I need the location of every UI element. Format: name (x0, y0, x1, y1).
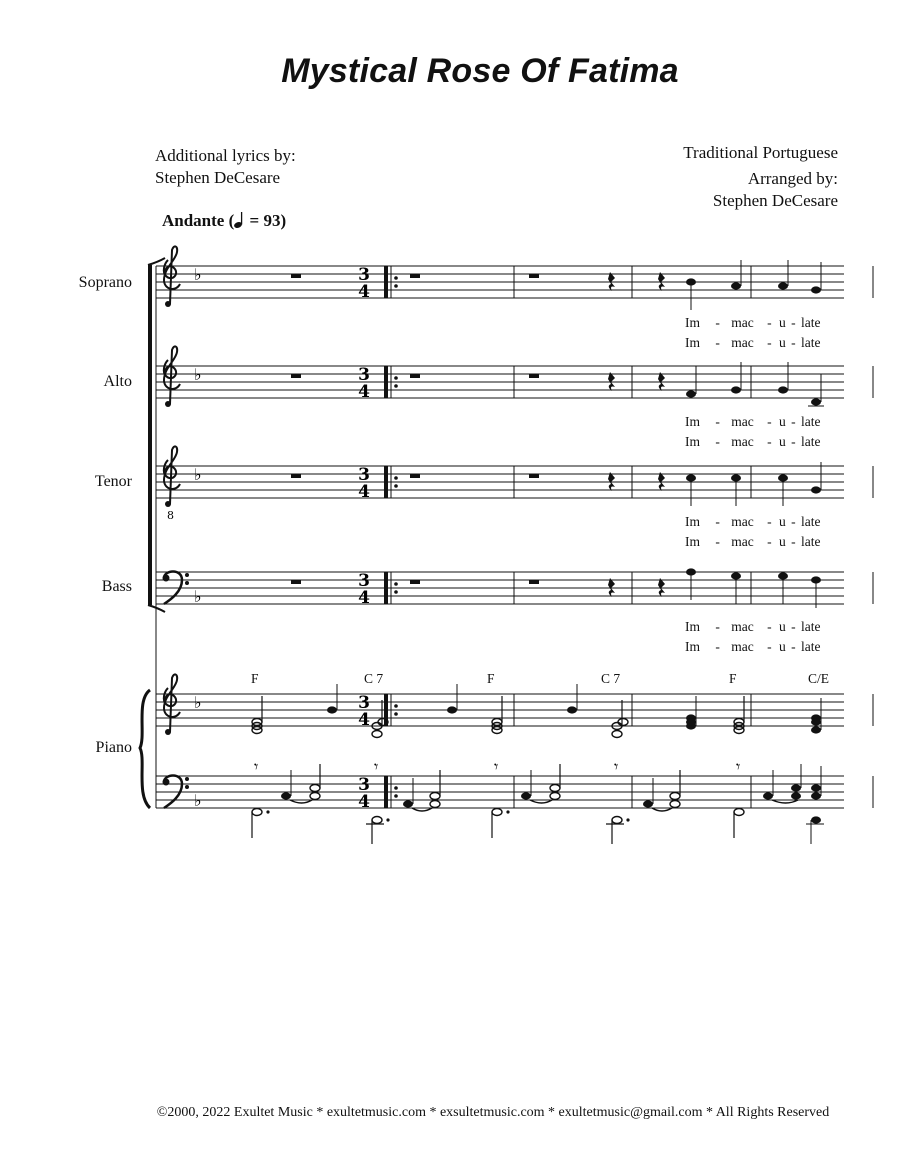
lyric-syllable: Im (685, 434, 700, 449)
piano-bass-staff (156, 757, 900, 844)
svg-text:♭: ♭ (194, 465, 202, 484)
lyric-syllable: u (779, 534, 786, 549)
lyric-hyphen: - (715, 514, 720, 529)
lyrics-tenor-v2 (685, 534, 821, 550)
chord-symbol: C 7 (364, 671, 384, 686)
lyric-hyphen: - (715, 434, 720, 449)
lyric-syllable: u (779, 434, 786, 449)
lyric-syllable: mac (731, 639, 754, 654)
lyric-hyphen: - (715, 639, 720, 654)
lyric-syllable: late (801, 619, 821, 634)
lyric-syllable: Im (685, 534, 700, 549)
svg-text:♭: ♭ (194, 265, 202, 284)
bass-staff (156, 568, 900, 608)
lyric-hyphen: - (715, 315, 720, 330)
lyric-syllable: u (779, 619, 786, 634)
arranger-name: Stephen DeCesare (712, 191, 838, 210)
lyric-hyphen: - (715, 414, 720, 429)
composer-origin: Traditional Portuguese (683, 143, 838, 162)
svg-text:𝄾: 𝄾 (614, 757, 619, 776)
lyric-syllable: Im (685, 414, 700, 429)
lyric-syllable: mac (731, 315, 754, 330)
tenor-staff (156, 446, 900, 522)
chord-symbol: C 7 (601, 671, 621, 686)
lyric-hyphen: - (791, 514, 796, 529)
lyric-syllable: u (779, 335, 786, 350)
lyric-syllable: late (801, 534, 821, 549)
lyric-syllable: u (779, 639, 786, 654)
svg-text:♭: ♭ (194, 587, 202, 606)
lyrics-alto-v2 (685, 434, 821, 450)
lyric-hyphen: - (791, 534, 796, 549)
lyric-syllable: late (801, 335, 821, 350)
soprano-staff (156, 246, 900, 310)
svg-text:𝄾: 𝄾 (736, 757, 741, 776)
lyric-syllable: mac (731, 335, 754, 350)
lyric-syllable: mac (731, 514, 754, 529)
tempo-text: Andante ( (162, 211, 235, 230)
lyricist-name: Stephen DeCesare (155, 168, 281, 187)
lyric-syllable: late (801, 514, 821, 529)
lyric-syllable: Im (685, 639, 700, 654)
lyric-syllable: Im (685, 315, 700, 330)
lyrics-soprano-v2 (685, 335, 821, 351)
svg-text:𝄾: 𝄾 (374, 757, 379, 776)
lyric-syllable: u (779, 414, 786, 429)
tenor-octave-mark: 8 (167, 509, 174, 522)
lyric-hyphen: - (767, 514, 772, 529)
lyric-syllable: Im (685, 514, 700, 529)
lyrics-bass-v2 (685, 639, 821, 655)
lyric-syllable: u (779, 315, 786, 330)
lyric-hyphen: - (767, 534, 772, 549)
staff-label-alto: Alto (103, 373, 132, 390)
staff-label-soprano: Soprano (78, 274, 132, 291)
staff-label-tenor: Tenor (94, 473, 132, 490)
lyrics-bass-v1 (685, 619, 821, 635)
lyric-syllable: Im (685, 619, 700, 634)
lyric-hyphen: - (715, 619, 720, 634)
svg-text:♭: ♭ (194, 791, 202, 810)
lyric-hyphen: - (715, 335, 720, 350)
lyrics-alto-v1 (685, 414, 821, 430)
lyric-hyphen: - (791, 434, 796, 449)
lyric-hyphen: - (791, 639, 796, 654)
lyric-hyphen: - (791, 315, 796, 330)
piece-title: Mystical Rose Of Fatima (281, 52, 679, 90)
chord-symbol: C/E (808, 671, 830, 686)
lyric-syllable: mac (731, 619, 754, 634)
lyric-hyphen: - (791, 335, 796, 350)
lyric-hyphen: - (767, 434, 772, 449)
lyric-syllable: late (801, 434, 821, 449)
lyric-syllable: mac (731, 434, 754, 449)
lyric-hyphen: - (715, 534, 720, 549)
lyric-syllable: late (801, 639, 821, 654)
lyric-hyphen: - (767, 619, 772, 634)
lyric-hyphen: - (767, 315, 772, 330)
lyric-syllable: late (801, 414, 821, 429)
lyrics-soprano-v1 (685, 315, 821, 331)
tempo-value: = 93) (249, 211, 287, 230)
lyric-syllable: Im (685, 335, 700, 350)
chord-symbol: F (251, 671, 259, 686)
lyric-hyphen: - (767, 639, 772, 654)
lyric-syllable: mac (731, 534, 754, 549)
staff-label-bass: Bass (101, 578, 132, 595)
svg-text:♭: ♭ (194, 693, 202, 712)
lyric-syllable: u (779, 514, 786, 529)
chord-symbol: F (487, 671, 495, 686)
piano-treble-staff (156, 674, 900, 737)
lyric-hyphen: - (791, 619, 796, 634)
svg-text:𝄾: 𝄾 (494, 757, 499, 776)
chord-symbol: F (729, 671, 737, 686)
lyric-hyphen: - (767, 414, 772, 429)
lyricist-label: Additional lyrics by: (155, 146, 296, 165)
lyric-syllable: late (801, 315, 821, 330)
alto-staff (156, 346, 900, 407)
lyric-syllable: mac (731, 414, 754, 429)
lyric-hyphen: - (791, 414, 796, 429)
copyright-footer: ©2000, 2022 Exultet Music * exultetmusic.com * exsultetmusic.com * exultetmusic@gmail.com * All Rights Reserved (156, 1105, 830, 1120)
lyrics-tenor-v1 (685, 514, 821, 530)
svg-text:♭: ♭ (194, 365, 202, 384)
lyric-hyphen: - (767, 335, 772, 350)
svg-text:𝄾: 𝄾 (254, 757, 259, 776)
score-notation: 3 4 ♭ ♭ 8 ♭ ♭ ♭ ♭ 𝄾 𝄾 𝄾 𝄾 𝄾 (0, 0, 900, 1164)
staff-label-piano: Piano (95, 739, 132, 756)
arranger-label: Arranged by: (747, 169, 838, 188)
